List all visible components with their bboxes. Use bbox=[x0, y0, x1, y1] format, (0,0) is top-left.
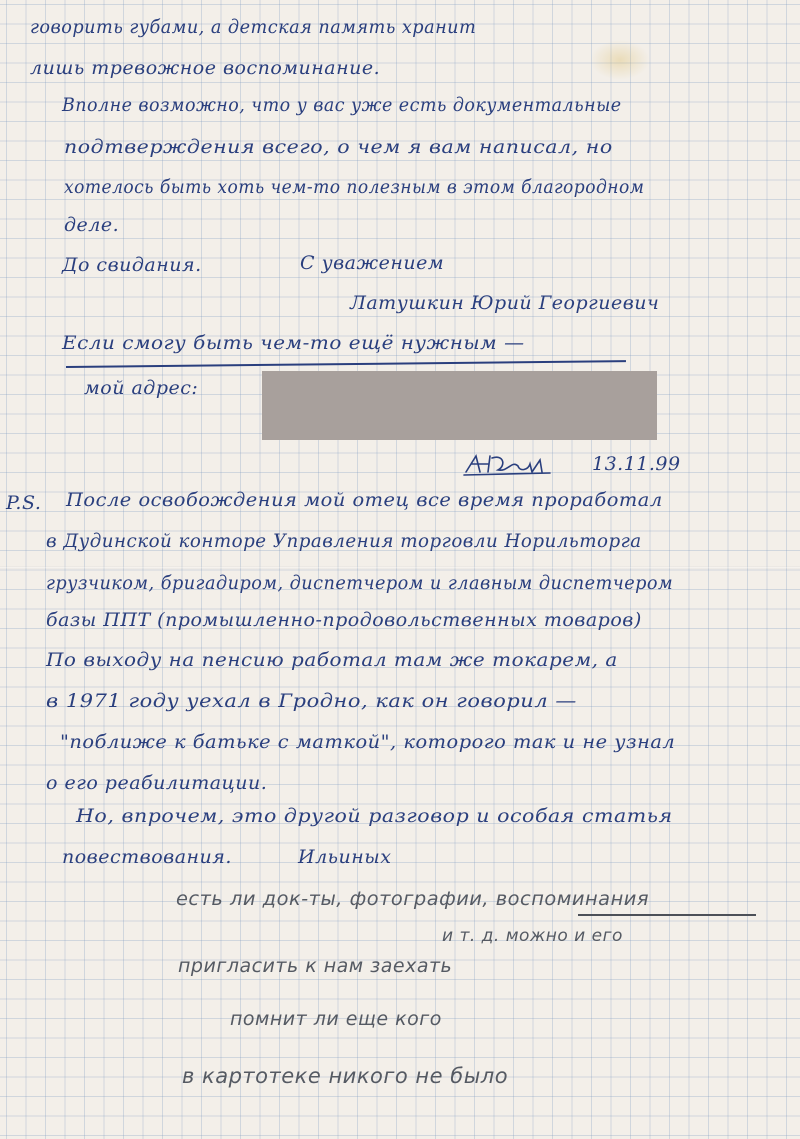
pencil-note: и т. д. можно и его bbox=[442, 926, 623, 946]
pencil-note: пригласить к нам заехать bbox=[178, 955, 453, 977]
body-line: хотелось быть хоть чем-то полезным в этом благородном bbox=[64, 176, 645, 198]
farewell: До свидания. bbox=[62, 254, 202, 276]
body-line: лишь тревожное воспоминание. bbox=[30, 57, 381, 79]
pencil-note: есть ли док-ты, фотографии, воспоминания bbox=[176, 888, 650, 910]
pencil-note: в картотеке никого не было bbox=[182, 1064, 509, 1088]
body-line: подтверждения всего, о чем я вам написал, но bbox=[64, 136, 613, 158]
author-signature bbox=[462, 452, 554, 478]
pencil-note: помнит ли еще кого bbox=[230, 1008, 442, 1030]
letter-date: 13.11.99 bbox=[592, 453, 681, 475]
offer-line: Если смогу быть чем-то ещё нужным — bbox=[62, 332, 525, 354]
paper-fold bbox=[0, 566, 800, 569]
ps-line: "поближе к батьке с маткой", которого так и не узнал bbox=[60, 731, 676, 753]
body-line: Вполне возможно, что у вас уже есть документальные bbox=[62, 94, 622, 116]
redacted-address bbox=[262, 371, 657, 440]
ps-line: Но, впрочем, это другой разговор и особая статья bbox=[76, 805, 673, 827]
body-line: деле. bbox=[64, 214, 120, 236]
ps-line: повествования. bbox=[62, 846, 232, 868]
paper-stain bbox=[590, 40, 650, 80]
body-line: говорить губами, а детская память хранит bbox=[30, 16, 477, 38]
regards: С уважением bbox=[300, 252, 445, 274]
offer-underline bbox=[66, 360, 626, 367]
address-label: мой адрес: bbox=[84, 377, 199, 399]
ps-line: базы ППТ (промышленно-продовольственных товаров) bbox=[46, 609, 642, 631]
pencil-underline bbox=[578, 914, 756, 916]
ps-signoff: Ильиных bbox=[298, 846, 392, 868]
ps-line: грузчиком, бригадиром, диспетчером и главным диспетчером bbox=[46, 572, 674, 594]
ps-line: о его реабилитации. bbox=[46, 772, 268, 794]
ps-label: P.S. bbox=[6, 492, 42, 514]
ps-line: в Дудинской конторе Управления торговли Норильторга bbox=[46, 530, 642, 552]
ps-line: в 1971 году уехал в Гродно, как он говорил — bbox=[46, 690, 577, 712]
ps-line: По выходу на пенсию работал там же токарем, а bbox=[46, 649, 618, 671]
author-name: Латушкин Юрий Георгиевич bbox=[350, 292, 660, 314]
ps-line: После освобождения мой отец все время проработал bbox=[66, 489, 663, 511]
